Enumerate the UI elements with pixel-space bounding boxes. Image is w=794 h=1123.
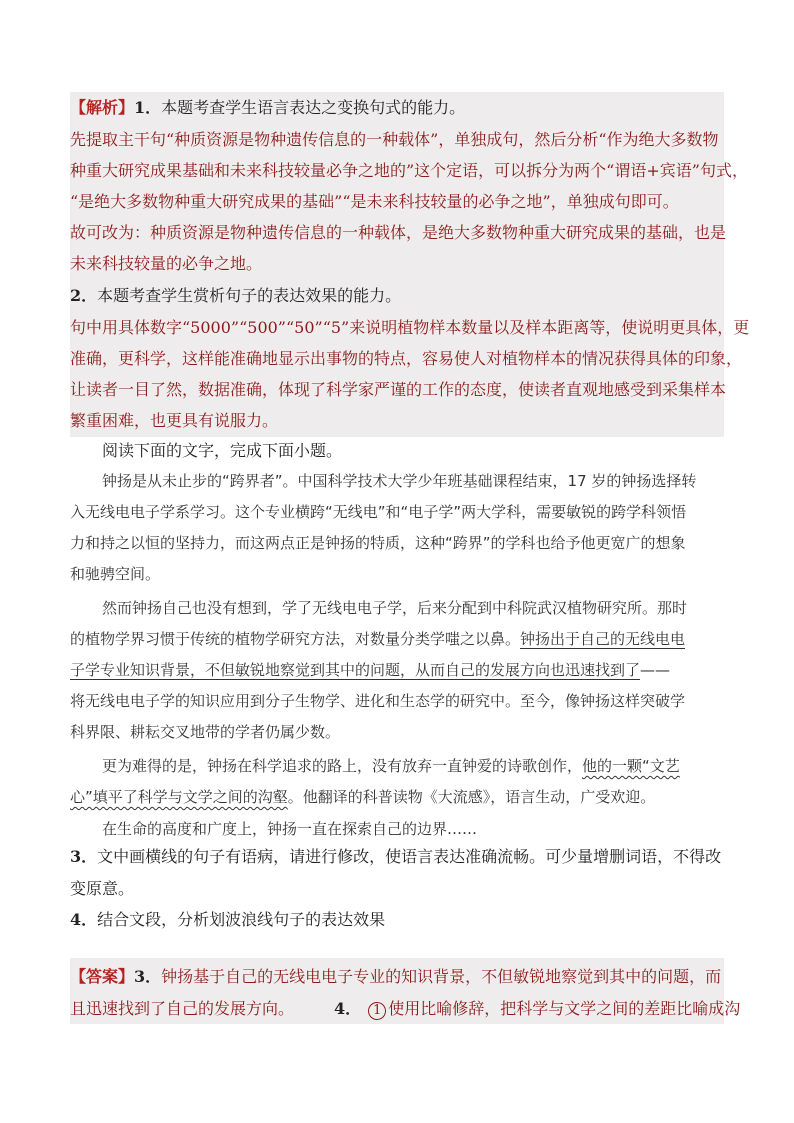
passage-text: —— [640, 661, 671, 679]
analysis-tag: 【解析】 [70, 98, 135, 117]
passage-text: 更为难得的是，钟扬在科学追求的路上，没有放弃一直钟爱的诗歌创作， [102, 757, 583, 775]
analysis-heading [70, 98, 465, 118]
analysis-q1-line: 种重大研究成果基础和未来科技较量必争之地的”这个定语，可以拆分为两个“谓语+宾语”句式， [70, 161, 748, 180]
analysis-q1-line: 先提取主干句“种质资源是物种遗传信息的一种载体”，单独成句，然后分析“作为绝大多数物 [70, 130, 719, 149]
analysis-q1-line: “是绝大多数物种重大研究成果的基础”“是未来科技较量的必争之地”，单独成句即可。 [70, 192, 679, 211]
question-3 [70, 847, 721, 867]
analysis-q2-line: 准确，更科学，这样能准确地显示出事物的特点，容易使人对植物样本的情况获得具体的印象， [70, 349, 743, 368]
passage-line [70, 629, 685, 649]
analysis-q2-line: 繁重困难，也更具有说服力。 [70, 411, 279, 430]
answer-q4-text: 使用比喻修辞，把科学与文学之间的差距比喻成沟 [388, 999, 741, 1018]
underlined-sentence: 子学专业知识背景，不但敏锐地察觉到其中的问题，从而自己的发展方向也迅速找到了 [70, 661, 641, 679]
q2-number: 2． [70, 286, 98, 305]
underlined-sentence: 钟扬出于自己的无线电电 [520, 630, 686, 648]
answer-q3-text: 钟扬基于自己的无线电电子专业的知识背景，不但敏锐地察觉到其中的问题，而 [161, 967, 722, 986]
answer-q4-number: 4． [334, 999, 362, 1018]
analysis-q1-line: 未来科技较量的必争之地。 [70, 254, 263, 273]
reading-instruction: 阅读下面的文字，完成下面小题。 [102, 441, 343, 460]
answer-q3-text-cont: 且迅速找到了自己的发展方向。 [70, 999, 295, 1018]
passage-line: 在生命的高度和广度上，钟扬一直在探索自己的边界…… [102, 820, 478, 838]
q4-text: 结合文段，分析划波浪线句子的表达效果 [97, 910, 386, 929]
analysis-q2-line: 句中用具体数字“5000”“500”“50”“5”来说明植物样本数量以及样本距离等，使说明更具体，更 [70, 318, 750, 337]
passage-line: 然而钟扬自己也没有想到，学了无线电电子学，后来分配到中科院武汉植物研究所。那时 [102, 599, 688, 617]
answer-tag: 【答案】 [70, 967, 135, 986]
q2-title: 本题考查学生赏析句子的表达效果的能力。 [97, 286, 402, 305]
wavy-sentence: 心”填平了科学与文学之间的沟壑 [70, 788, 288, 806]
q3-number: 3． [70, 847, 98, 866]
q1-number: 1． [134, 98, 162, 117]
passage-line [102, 756, 680, 776]
q1-title: 本题考查学生语言表达之变换句式的能力。 [161, 98, 466, 117]
circled-number-1: 1 [368, 1002, 386, 1020]
q3-text: 文中画横线的句子有语病，请进行修改，使语言表达准确流畅。可少量增删词语，不得改 [97, 847, 722, 866]
analysis-q2-line: 让读者一目了然，数据准确，体现了科学家严谨的工作的态度，使读者直观地感受到采集样本 [70, 380, 727, 399]
passage-line [70, 660, 670, 680]
passage-text: 。他翻译的科普读物《大流感》，语言生动，广受欢迎。 [287, 788, 656, 806]
passage-line: 和驰骋空间。 [70, 565, 161, 583]
passage-line [70, 787, 655, 807]
answer-line-1 [70, 967, 721, 987]
answer-q3-number: 3． [134, 967, 162, 986]
question-4 [70, 910, 385, 930]
analysis-q1-line: 故可改为：种质资源是物种遗传信息的一种载体，是绝大多数物种重大研究成果的基础，也是 [70, 223, 727, 242]
passage-line: 钟扬是从未止步的“跨界者”。中国科学技术大学少年班基础课程结束，17 岁的钟扬选择转 [102, 472, 697, 490]
analysis-q2-heading [70, 286, 401, 306]
answer-line-2 [70, 999, 740, 1020]
passage-line: 入无线电电子学系学习。这个专业横跨“无线电”和“电子学”两大学科，需要敏锐的跨学科领悟 [70, 503, 687, 521]
passage-line: 力和持之以恒的坚持力，而这两点正是钟扬的特质，这种“跨界”的学科也给予他更宽广的想象 [70, 534, 686, 552]
passage-line: 将无线电电子学的知识应用到分子生物学、进化和生态学的研究中。至今，像钟扬这样突破学 [70, 692, 686, 710]
wavy-sentence: 他的一颗“文艺 [582, 757, 680, 775]
question-3-cont: 变原意。 [70, 879, 135, 898]
q4-number: 4． [70, 910, 98, 929]
passage-line: 科界限、耕耘交叉地带的学者仍属少数。 [70, 723, 341, 741]
passage-text: 的植物学界习惯于传统的植物学研究方法，对数量分类学嗤之以鼻。 [70, 630, 521, 648]
